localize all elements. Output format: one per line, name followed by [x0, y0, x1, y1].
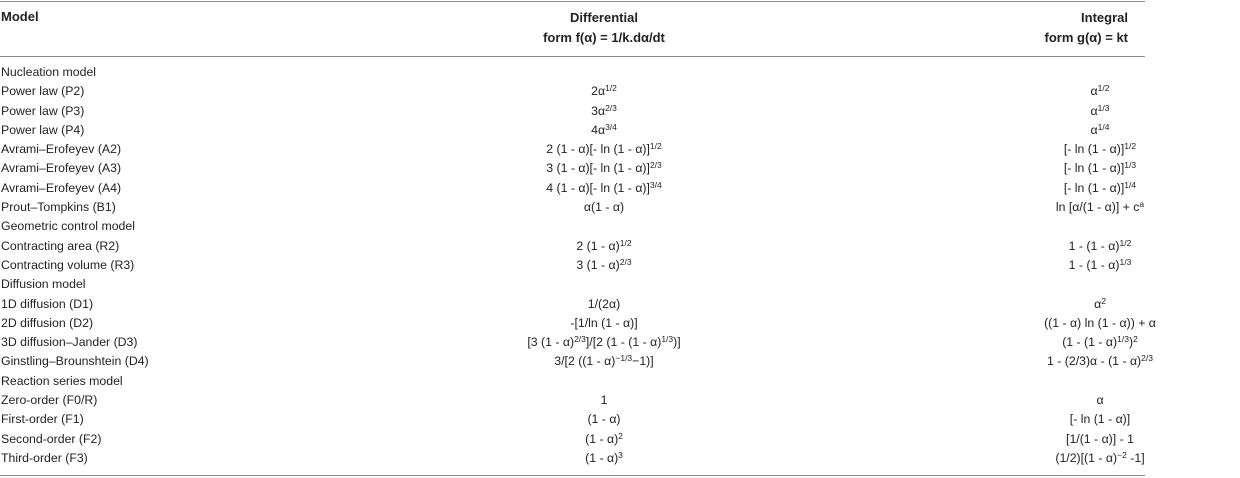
- formula-text: −1)]: [632, 354, 654, 369]
- table-bottom-rule: [0, 475, 1145, 476]
- differential-form-cell: [409, 352, 799, 371]
- differential-form-cell: [409, 237, 799, 256]
- table-row: [0, 217, 1145, 236]
- table-row: [0, 82, 1145, 101]
- header-differential: [409, 8, 799, 48]
- integral-form-cell: [960, 314, 1240, 333]
- exponent: 1/2: [1119, 237, 1132, 248]
- formula-text: α(1 - α): [583, 200, 625, 215]
- table-row: [0, 352, 1153, 371]
- exponent: 2/3: [605, 102, 617, 113]
- formula-text: -[1/ln (1 - α)]: [570, 315, 638, 330]
- integral-form-cell: [960, 449, 1240, 468]
- differential-form-cell: [409, 410, 799, 429]
- table-row: [0, 295, 1145, 314]
- model-name-cell: 1D diffusion (D1): [1, 296, 94, 311]
- differential-form-cell: [409, 159, 799, 178]
- differential-form-cell: [409, 179, 799, 198]
- table-row: [0, 159, 1145, 178]
- integral-form-cell: [960, 333, 1240, 352]
- integral-form-cell: [960, 140, 1240, 159]
- integral-form-cell: [960, 179, 1240, 198]
- table-row: [0, 179, 1145, 198]
- exponent: 3: [618, 449, 623, 460]
- exponent: 1/3: [1119, 256, 1132, 267]
- table-row: [0, 372, 1145, 391]
- header-differential-line2: form f(α) = 1/k.dα/dt: [543, 30, 665, 45]
- table-row: [0, 333, 1145, 352]
- differential-form-cell: [409, 140, 799, 159]
- table-row: [0, 430, 1145, 449]
- differential-form-cell: [409, 102, 799, 121]
- table-top-rule: [0, 1, 1145, 2]
- differential-form-cell: [409, 121, 799, 140]
- formula-text: 2 (1 - α): [576, 238, 620, 253]
- table-row: [0, 410, 1145, 429]
- exponent: 1/2: [649, 141, 662, 152]
- exponent: 1/4: [1097, 121, 1110, 132]
- integral-form-cell: [960, 391, 1240, 410]
- formula-text: [3 (1 - α): [527, 335, 575, 350]
- exponent: a: [1139, 199, 1145, 210]
- formula-text: (1 - (1 - α): [1062, 335, 1118, 350]
- header-integral: [1045, 8, 1128, 48]
- formula-text: (1 - α): [585, 450, 619, 465]
- table-row: [0, 391, 1145, 410]
- exponent: 2/3: [574, 334, 586, 345]
- formula-text: 3 (1 - α)[- ln (1 - α)]: [546, 161, 650, 176]
- exponent: 2/3: [649, 160, 662, 171]
- exponent: 2: [618, 430, 623, 441]
- formula-text: 1/(2α): [587, 296, 621, 311]
- header-differential-line1: Differential: [570, 10, 638, 25]
- model-name-cell: First-order (F1): [1, 412, 84, 427]
- model-name-cell: Nucleation model: [1, 65, 97, 79]
- differential-form-cell: [409, 82, 799, 101]
- model-name-cell: Contracting volume (R3): [1, 257, 135, 272]
- table-row: [0, 256, 1145, 275]
- integral-form-cell: [960, 352, 1240, 371]
- exponent: 1/3: [1124, 160, 1137, 171]
- differential-form-cell: [409, 256, 799, 275]
- differential-form-cell: [409, 430, 799, 449]
- formula-text: α: [1090, 122, 1098, 137]
- formula-text: ((1 - α) ln (1 - α)) + α: [1044, 315, 1156, 330]
- formula-text: 1: [600, 393, 608, 408]
- model-name-cell: Avrami–Erofeyev (A4): [1, 180, 122, 195]
- header-integral-line2: form g(α) = kt: [1044, 30, 1128, 45]
- integral-form-cell: [960, 198, 1240, 217]
- formula-text: 3α: [591, 103, 606, 118]
- model-name-cell: Avrami–Erofeyev (A3): [1, 161, 122, 176]
- formula-text: )]: [673, 335, 681, 350]
- header-integral-line1: Integral: [1081, 10, 1128, 25]
- formula-text: ln [α/(1 - α)] + c: [1055, 200, 1140, 215]
- exponent: 3/4: [605, 121, 617, 132]
- exponent: 2/3: [1141, 353, 1153, 364]
- table-body: [0, 63, 1156, 468]
- differential-form-cell: [409, 198, 799, 217]
- differential-form-cell: [409, 295, 799, 314]
- integral-form-cell: [960, 159, 1240, 178]
- exponent: 2: [1133, 334, 1138, 345]
- exponent: 1/2: [605, 83, 617, 94]
- differential-form-cell: [409, 314, 799, 333]
- model-name-cell: Power law (P2): [1, 84, 85, 99]
- header-model: Model: [1, 9, 39, 24]
- formula-text: (1 - α): [587, 412, 621, 427]
- exponent: 1/3: [661, 334, 674, 345]
- formula-text: α: [1096, 393, 1104, 408]
- integral-form-cell: [960, 82, 1240, 101]
- formula-text: 1 - (1 - α): [1068, 238, 1120, 253]
- formula-text: 3 (1 - α): [576, 257, 620, 272]
- exponent: 2/3: [619, 256, 632, 267]
- integral-form-cell: [960, 430, 1240, 449]
- model-name-cell: Contracting area (R2): [1, 238, 120, 253]
- exponent: −1/3: [615, 353, 633, 364]
- formula-text: -1]: [1126, 450, 1145, 465]
- formula-text: 2 (1 - α)[- ln (1 - α)]: [546, 142, 650, 157]
- table-row: [0, 63, 1145, 82]
- table-row: [0, 102, 1145, 121]
- exponent: −2: [1117, 449, 1127, 460]
- formula-text: 1 - (2/3)α - (1 - α): [1047, 354, 1142, 369]
- exponent: 1/2: [1124, 141, 1137, 152]
- integral-form-cell: [960, 295, 1240, 314]
- formula-text: ): [1128, 335, 1134, 350]
- integral-form-cell: [960, 102, 1240, 121]
- formula-text: (1/2)[(1 - α): [1055, 450, 1118, 465]
- formula-text: [- ln (1 - α)]: [1063, 161, 1125, 176]
- differential-form-cell: [409, 333, 799, 352]
- table-row: [0, 314, 1156, 333]
- model-name-cell: Third-order (F3): [1, 450, 88, 465]
- table-row: [0, 140, 1145, 159]
- integral-form-cell: [960, 237, 1240, 256]
- table-row: [0, 275, 1145, 294]
- formula-text: (1 - α): [585, 431, 619, 446]
- integral-form-cell: [960, 410, 1240, 429]
- model-name-cell: 2D diffusion (D2): [1, 315, 94, 330]
- model-name-cell: Power law (P4): [1, 122, 85, 137]
- model-name-cell: Ginstling–Brounshtein (D4): [1, 354, 149, 369]
- exponent: 2: [1101, 295, 1106, 306]
- formula-text: ]/[2 (1 - (1 - α): [585, 335, 662, 350]
- formula-text: [- ln (1 - α)]: [1069, 412, 1131, 427]
- integral-form-cell: [960, 256, 1240, 275]
- model-name-cell: Geometric control model: [1, 219, 135, 234]
- table-row: [0, 121, 1145, 140]
- exponent: 1/4: [1124, 179, 1137, 190]
- formula-text: 2α: [591, 84, 606, 99]
- exponent: 1/2: [1097, 83, 1110, 94]
- model-name-cell: Second-order (F2): [1, 431, 102, 446]
- table-row: [0, 198, 1145, 217]
- model-name-cell: 3D diffusion–Jander (D3): [1, 335, 138, 350]
- differential-form-cell: [409, 391, 799, 410]
- model-name-cell: Diffusion model: [1, 277, 86, 292]
- model-name-cell: Avrami–Erofeyev (A2): [1, 142, 122, 157]
- model-name-cell: Zero-order (F0/R): [1, 393, 98, 408]
- formula-text: 4α: [591, 122, 606, 137]
- header-rule: [0, 56, 1145, 57]
- exponent: 1/2: [619, 237, 632, 248]
- formula-text: [- ln (1 - α)]: [1063, 180, 1125, 195]
- formula-text: 1 - (1 - α): [1068, 257, 1120, 272]
- exponent: 1/3: [1117, 334, 1129, 345]
- exponent: 1/3: [1097, 102, 1110, 113]
- formula-text: α: [1090, 103, 1098, 118]
- formula-text: 3/[2 ((1 - α): [554, 354, 616, 369]
- formula-text: [1/(1 - α)] - 1: [1066, 431, 1134, 446]
- differential-form-cell: [409, 449, 799, 468]
- model-name-cell: Power law (P3): [1, 103, 85, 118]
- exponent: 3/4: [649, 179, 662, 190]
- formula-text: α: [1094, 296, 1102, 311]
- formula-text: α: [1090, 84, 1098, 99]
- model-name-cell: Prout–Tompkins (B1): [1, 200, 116, 215]
- model-name-cell: Reaction series model: [1, 373, 123, 388]
- table-row: [0, 237, 1145, 256]
- table-row: [0, 449, 1145, 468]
- integral-form-cell: [960, 121, 1240, 140]
- formula-text: [- ln (1 - α)]: [1063, 142, 1125, 157]
- formula-text: 4 (1 - α)[- ln (1 - α)]: [546, 180, 650, 195]
